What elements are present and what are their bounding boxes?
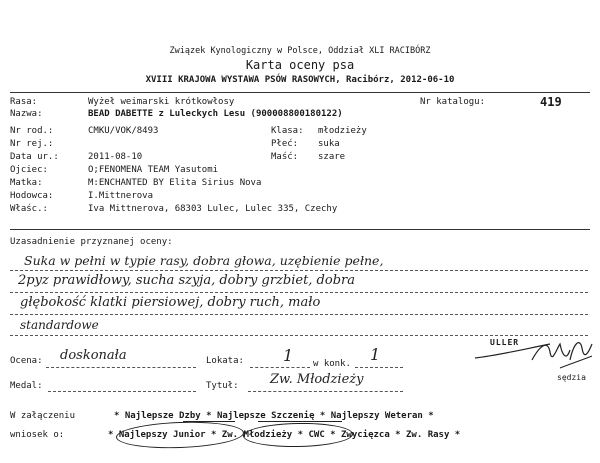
assessment-rule-2 [10,292,588,293]
competitors-label: w konk. [313,359,351,369]
event-name: XVIII KRAJOWA WYSTAWA PSÓW RASOWYCH, Racibórz, 2012-06-10 [145,75,455,85]
form-title: Karta oceny psa [245,58,355,72]
award-underline [258,421,342,422]
award-options-line-2: * Najlepszy Junior * Zw. Młodzieży * CWC * Zwycięzca * Zw. Rasy * [108,430,461,440]
catalog-number-label: Nr katalogu: [420,97,486,107]
assessment-line-3: głębokość klatki piersiowej, dobry ruch, mało [20,295,321,310]
sire-label: Ojciec: [10,165,48,175]
assessment-label: Uzasadnienie przyznanej oceny: [10,237,173,247]
registration-number-label: Nr rej.: [10,139,54,149]
assessment-rule-3 [10,314,588,315]
assessment-line-2: 2pyz prawidłowy, sucha szyja, dobry grzbiet, dobra [18,273,355,288]
color-label: Maść: [271,152,299,162]
class-label: Klasa: [271,126,304,136]
placement-value: 1 [283,346,294,365]
dam-label: Matka: [10,178,43,188]
assessment-line-4: standardowe [20,318,99,332]
judge-stamp: ULLER [490,338,520,347]
placement-label: Lokata: [206,356,244,366]
details-divider [10,229,590,230]
pedigree-number-label: Nr rod.: [10,126,54,136]
breed-value: Wyżeł weimarski krótkowłosy [88,97,235,107]
request-label: wniosek o: [10,430,65,440]
grade-rule [46,367,196,368]
assessment-line-1: Suka w pełni w typie rasy, dobra głowa, uzębienie pełne, [24,253,384,268]
judge-signature [470,330,595,375]
judge-label: sędzia [557,373,586,382]
medal-rule [48,391,196,392]
junior-winner-circle [243,422,353,448]
dog-name-label: Nazwa: [10,109,43,119]
junior-circle [116,420,245,450]
title-rule [248,391,403,392]
sex-value: suka [318,139,340,149]
organization-name: Związek Kynologiczny w Polsce, Oddział XLI RACIBÓRZ [169,46,431,56]
dogs-underline [183,421,235,422]
owner-value: Iva Mittnerova, 68303 Lulec, Lulec 335, Czechy [88,204,338,214]
owner-label: Właśc.: [10,204,48,214]
catalog-number-value: 419 [540,95,562,109]
birth-date-label: Data ur.: [10,152,59,162]
assessment-rule-1 [10,270,588,271]
grade-label: Ocena: [10,356,43,366]
sire-value: O;FENOMENA TEAM Yasutomi [88,165,219,175]
sex-label: Płeć: [271,139,299,149]
competitors-rule [355,367,403,368]
award-options-line-1: * Najlepsze Dzby * Najlepsze Szczenię * Najlepszy Weteran * [114,411,434,421]
breeder-value: I.Mittnerova [88,191,154,201]
dam-value: M:ENCHANTED BY Elita Sirius Nova [88,178,262,188]
birth-date-value: 2011-08-10 [88,152,143,162]
dog-name-value: BEAD DABETTE z Luleckych Lesu (900008800180122) [88,109,343,119]
grade-value: doskonała [60,348,127,363]
title-label: Tytuł: [206,381,239,391]
placement-rule [250,367,310,368]
breeder-label: Hodowca: [10,191,54,201]
breed-label: Rasa: [10,97,38,107]
pedigree-number-value: CMKU/VOK/8493 [88,126,159,136]
attachment-label: W załączeniu [10,411,76,421]
class-value: młodzieży [318,126,367,136]
medal-label: Medal: [10,381,43,391]
header-divider [10,92,590,93]
competitors-value: 1 [370,345,381,364]
color-value: szare [318,152,346,162]
title-value: Zw. Młodzieży [270,372,364,387]
